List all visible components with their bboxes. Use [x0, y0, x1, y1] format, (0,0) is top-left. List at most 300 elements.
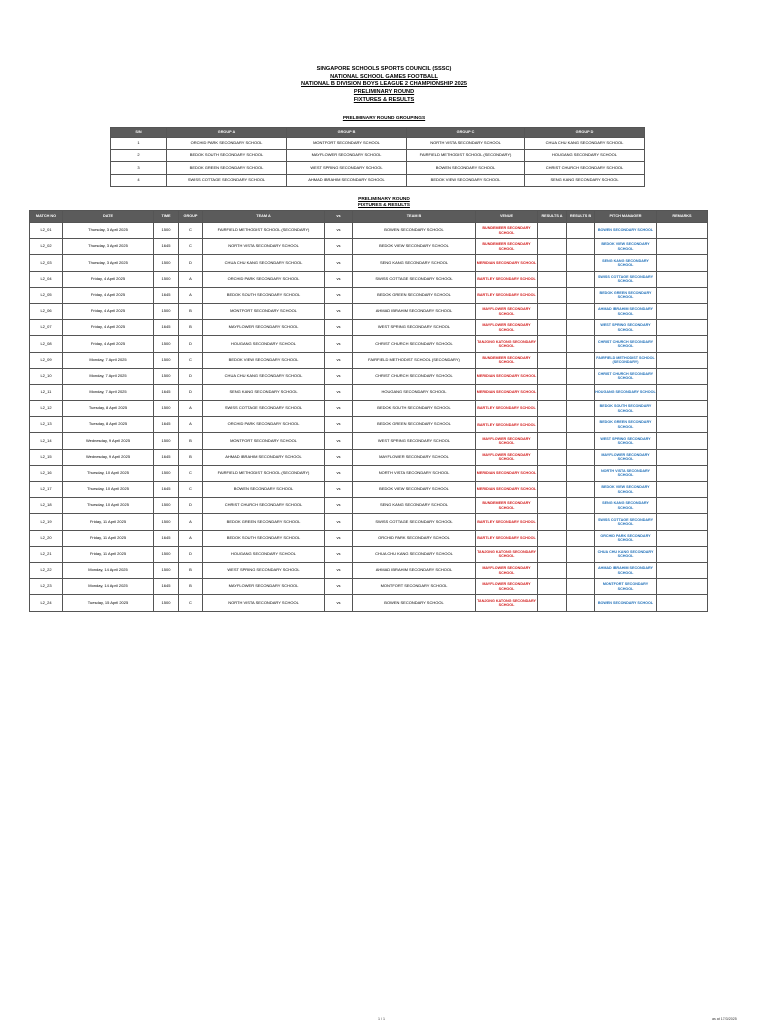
fixture-group: A	[179, 514, 203, 530]
event-title: NATIONAL SCHOOL GAMES FOOTBALL	[330, 73, 438, 80]
fixture-time: 1500	[154, 336, 179, 352]
fixtures-heading-2: FIXTURES & RESULTS	[358, 203, 410, 208]
fixture-pitch-manager: MAYFLOWER SECONDARY SCHOOL	[595, 449, 657, 465]
fixtures-heading-1: PRELIMINARY ROUND	[358, 197, 410, 202]
fixture-result-a	[538, 303, 567, 319]
fixture-team-b: HOUGANG SECONDARY SCHOOL	[353, 384, 476, 400]
fixture-pitch-manager: SWISS COTTAGE SECONDARY SCHOOL	[595, 514, 657, 530]
fixture-group: B	[179, 579, 203, 595]
fixture-match-no: L2_09	[30, 352, 63, 368]
fixture-vs: vs	[325, 239, 353, 255]
fixture-result-a	[538, 562, 567, 578]
org-title: SINGAPORE SCHOOLS SPORTS COUNCIL (SSSC)	[316, 66, 452, 72]
fixture-result-b	[567, 562, 595, 578]
fixture-venue: BARTLEY SECONDARY SCHOOL	[476, 287, 538, 303]
fixture-remarks	[657, 465, 708, 481]
fixture-pitch-manager: WEST SPRING SECONDARY SCHOOL	[595, 433, 657, 449]
fixture-remarks	[657, 320, 708, 336]
groupings-cell: 4	[111, 174, 167, 186]
fixture-venue: MAYFLOWER SECONDARY SCHOOL	[476, 320, 538, 336]
fixture-pitch-manager: BEDOK VIEW SECONDARY SCHOOL	[595, 482, 657, 498]
fixture-team-b: SENG KANG SECONDARY SCHOOL	[353, 255, 476, 271]
fixture-result-a	[538, 579, 567, 595]
fixture-remarks	[657, 433, 708, 449]
fixture-remarks	[657, 579, 708, 595]
fixture-team-b: AHMAD IBRAHIM SECONDARY SCHOOL	[353, 562, 476, 578]
groupings-cell: BEDOK SOUTH SECONDARY SCHOOL	[167, 150, 287, 162]
fixture-team-a: MONTFORT SECONDARY SCHOOL	[203, 303, 325, 319]
fixture-date: Thursday, 3 April 2025	[63, 223, 154, 239]
fixture-team-b: WEST SPRING SECONDARY SCHOOL	[353, 433, 476, 449]
fixture-row	[30, 271, 708, 287]
fixture-venue: BARTLEY SECONDARY SCHOOL	[476, 401, 538, 417]
fixture-vs: vs	[325, 287, 353, 303]
groupings-row	[111, 150, 645, 162]
fixture-row	[30, 287, 708, 303]
fixture-pitch-manager: CHRIST CHURCH SECONDARY SCHOOL	[595, 368, 657, 384]
fixture-time: 1500	[154, 223, 179, 239]
fixture-match-no: L2_02	[30, 239, 63, 255]
fixture-result-a	[538, 595, 567, 611]
fixture-time: 1645	[154, 449, 179, 465]
fixtures-header-venue: VENUE	[476, 211, 538, 223]
groupings-cell: MONTFORT SECONDARY SCHOOL	[287, 138, 407, 150]
fixture-result-a	[538, 546, 567, 562]
fixture-time: 1500	[154, 562, 179, 578]
fixture-team-b: SENG KANG SECONDARY SCHOOL	[353, 498, 476, 514]
fixtures-header-result-b: RESULTS B	[567, 211, 595, 223]
fixture-remarks	[657, 368, 708, 384]
fixture-row	[30, 449, 708, 465]
fixture-vs: vs	[325, 320, 353, 336]
fixture-remarks	[657, 223, 708, 239]
fixture-match-no: L2_20	[30, 530, 63, 546]
fixture-date: Wednesday, 9 April 2025	[63, 449, 154, 465]
fixture-team-a: CHRIST CHURCH SECONDARY SCHOOL	[203, 498, 325, 514]
fixture-row	[30, 562, 708, 578]
fixture-remarks	[657, 482, 708, 498]
fixture-vs: vs	[325, 271, 353, 287]
fixture-remarks	[657, 546, 708, 562]
fixture-match-no: L2_08	[30, 336, 63, 352]
fixture-result-a	[538, 449, 567, 465]
fixture-match-no: L2_14	[30, 433, 63, 449]
fixture-venue: MAYFLOWER SECONDARY SCHOOL	[476, 303, 538, 319]
fixture-vs: vs	[325, 498, 353, 514]
fixture-date: Monday, 7 April 2025	[63, 368, 154, 384]
fixture-pitch-manager: MONTFORT SECONDARY SCHOOL	[595, 579, 657, 595]
section-title: FIXTURES & RESULTS	[353, 96, 415, 103]
fixture-row	[30, 595, 708, 611]
fixture-result-b	[567, 239, 595, 255]
fixtures-header-team-b: TEAM B	[353, 211, 476, 223]
fixture-pitch-manager: SWISS COTTAGE SECONDARY SCHOOL	[595, 271, 657, 287]
groupings-cell: FAIRFIELD METHODIST SCHOOL (SECONDARY)	[407, 150, 525, 162]
fixture-result-a	[538, 320, 567, 336]
fixture-group: C	[179, 465, 203, 481]
fixture-vs: vs	[325, 562, 353, 578]
fixture-result-b	[567, 223, 595, 239]
fixture-result-b	[567, 514, 595, 530]
fixture-remarks	[657, 271, 708, 287]
fixture-result-b	[567, 336, 595, 352]
fixture-team-a: SWISS COTTAGE SECONDARY SCHOOL	[203, 401, 325, 417]
groupings-heading: PRELIMINARY ROUND GROUPINGS	[342, 116, 426, 121]
fixture-date: Thursday, 3 April 2025	[63, 239, 154, 255]
fixture-match-no: L2_11	[30, 384, 63, 400]
fixture-team-a: AHMAD IBRAHIM SECONDARY SCHOOL	[203, 449, 325, 465]
fixture-match-no: L2_01	[30, 223, 63, 239]
fixture-date: Thursday, 10 April 2025	[63, 498, 154, 514]
fixture-group: D	[179, 368, 203, 384]
fixture-result-a	[538, 239, 567, 255]
fixtures-header-team-a: TEAM A	[203, 211, 325, 223]
fixture-pitch-manager: CHRIST CHURCH SECONDARY SCHOOL	[595, 336, 657, 352]
fixtures-header-date: DATE	[63, 211, 154, 223]
fixture-pitch-manager: AHMAD IBRAHIM SECONDARY SCHOOL	[595, 303, 657, 319]
fixture-row	[30, 482, 708, 498]
fixture-date: Friday, 4 April 2025	[63, 287, 154, 303]
fixture-time: 1500	[154, 255, 179, 271]
fixture-group: D	[179, 336, 203, 352]
fixture-remarks	[657, 498, 708, 514]
fixture-team-b: MAYFLOWER SECONDARY SCHOOL	[353, 449, 476, 465]
fixture-match-no: L2_23	[30, 579, 63, 595]
fixture-result-a	[538, 223, 567, 239]
fixtures-body	[30, 223, 708, 612]
groupings-cell: NORTH VISTA SECONDARY SCHOOL	[407, 138, 525, 150]
fixture-group: B	[179, 562, 203, 578]
fixture-result-b	[567, 352, 595, 368]
fixture-row	[30, 255, 708, 271]
fixture-date: Friday, 11 April 2025	[63, 546, 154, 562]
fixture-match-no: L2_21	[30, 546, 63, 562]
fixture-venue: TANJONG KATONG SECONDARY SCHOOL	[476, 546, 538, 562]
fixture-result-a	[538, 255, 567, 271]
fixture-remarks	[657, 514, 708, 530]
fixture-row	[30, 579, 708, 595]
fixture-team-b: BOWEN SECONDARY SCHOOL	[353, 223, 476, 239]
fixture-date: Friday, 11 April 2025	[63, 530, 154, 546]
fixture-date: Friday, 4 April 2025	[63, 320, 154, 336]
fixture-group: A	[179, 401, 203, 417]
fixtures-header-remarks: REMARKS	[657, 211, 708, 223]
fixture-date: Thursday, 10 April 2025	[63, 482, 154, 498]
fixture-time: 1500	[154, 465, 179, 481]
fixture-group: C	[179, 223, 203, 239]
fixture-venue: MERIDIAN SECONDARY SCHOOL	[476, 255, 538, 271]
fixture-remarks	[657, 562, 708, 578]
fixture-remarks	[657, 303, 708, 319]
groupings-header-cell: GROUP D	[525, 128, 645, 138]
fixture-pitch-manager: FAIRFIELD METHODIST SCHOOL (SECONDARY)	[595, 352, 657, 368]
fixtures-header-vs: vs	[325, 211, 353, 223]
fixture-team-a: BEDOK GREEN SECONDARY SCHOOL	[203, 514, 325, 530]
fixture-time: 1500	[154, 352, 179, 368]
groupings-cell: AHMAD IBRAHIM SECONDARY SCHOOL	[287, 174, 407, 186]
fixture-vs: vs	[325, 368, 353, 384]
fixture-group: B	[179, 433, 203, 449]
fixture-match-no: L2_05	[30, 287, 63, 303]
groupings-row	[111, 138, 645, 150]
fixture-team-a: MAYFLOWER SECONDARY SCHOOL	[203, 579, 325, 595]
groupings-cell: 3	[111, 162, 167, 174]
fixture-team-a: BEDOK VIEW SECONDARY SCHOOL	[203, 352, 325, 368]
groupings-cell: 2	[111, 150, 167, 162]
fixture-result-a	[538, 417, 567, 433]
fixture-pitch-manager: HOUGANG SECONDARY SCHOOL	[595, 384, 657, 400]
groupings-header-cell: GROUP B	[287, 128, 407, 138]
fixture-result-a	[538, 530, 567, 546]
groupings-row	[111, 162, 645, 174]
fixture-vs: vs	[325, 255, 353, 271]
fixture-team-b: MONTFORT SECONDARY SCHOOL	[353, 579, 476, 595]
fixture-pitch-manager: BEDOK VIEW SECONDARY SCHOOL	[595, 239, 657, 255]
fixture-remarks	[657, 417, 708, 433]
fixture-row	[30, 514, 708, 530]
groupings-cell: CHUA CHU KANG SECONDARY SCHOOL	[525, 138, 645, 150]
fixture-result-b	[567, 384, 595, 400]
groupings-table	[110, 127, 645, 187]
document-titles	[0, 66, 768, 105]
fixture-match-no: L2_04	[30, 271, 63, 287]
fixture-match-no: L2_18	[30, 498, 63, 514]
fixture-group: B	[179, 303, 203, 319]
fixtures-header-group: GROUP	[179, 211, 203, 223]
groupings-cell: BEDOK VIEW SECONDARY SCHOOL	[407, 174, 525, 186]
fixture-result-b	[567, 417, 595, 433]
fixture-venue: TANJONG KATONG SECONDARY SCHOOL	[476, 595, 538, 611]
page-number: 1 / 1	[378, 1017, 385, 1021]
fixture-remarks	[657, 352, 708, 368]
fixture-date: Monday, 14 April 2025	[63, 579, 154, 595]
fixture-team-a: WEST SPRING SECONDARY SCHOOL	[203, 562, 325, 578]
fixture-result-a	[538, 271, 567, 287]
fixture-team-b: BEDOK VIEW SECONDARY SCHOOL	[353, 482, 476, 498]
fixture-match-no: L2_07	[30, 320, 63, 336]
fixture-date: Monday, 7 April 2025	[63, 352, 154, 368]
fixture-date: Monday, 7 April 2025	[63, 384, 154, 400]
fixture-time: 1500	[154, 368, 179, 384]
fixture-remarks	[657, 239, 708, 255]
fixture-time: 1500	[154, 401, 179, 417]
fixture-date: Friday, 4 April 2025	[63, 271, 154, 287]
round-title: PRELIMINARY ROUND	[353, 89, 415, 96]
groupings-cell: BEDOK GREEN SECONDARY SCHOOL	[167, 162, 287, 174]
fixture-pitch-manager: BEDOK GREEN SECONDARY SCHOOL	[595, 417, 657, 433]
groupings-header-cell: S/N	[111, 128, 167, 138]
fixture-row	[30, 530, 708, 546]
fixture-result-b	[567, 546, 595, 562]
fixture-time: 1500	[154, 271, 179, 287]
fixture-venue: BARTLEY SECONDARY SCHOOL	[476, 530, 538, 546]
fixture-time: 1645	[154, 417, 179, 433]
fixture-remarks	[657, 336, 708, 352]
fixture-team-b: CHUA CHU KANG SECONDARY SCHOOL	[353, 546, 476, 562]
fixture-result-b	[567, 401, 595, 417]
fixture-venue: MAYFLOWER SECONDARY SCHOOL	[476, 562, 538, 578]
fixture-venue: BARTLEY SECONDARY SCHOOL	[476, 514, 538, 530]
groupings-cell: SWISS COTTAGE SECONDARY SCHOOL	[167, 174, 287, 186]
fixture-date: Friday, 4 April 2025	[63, 303, 154, 319]
fixture-venue: BUNDEMEER SECONDARY SCHOOL	[476, 498, 538, 514]
fixture-row	[30, 352, 708, 368]
groupings-cell: 1	[111, 138, 167, 150]
fixture-team-a: HOUGANG SECONDARY SCHOOL	[203, 336, 325, 352]
fixture-pitch-manager: BOWEN SECONDARY SCHOOL	[595, 223, 657, 239]
fixture-match-no: L2_24	[30, 595, 63, 611]
fixture-venue: BUNDEMEER SECONDARY SCHOOL	[476, 352, 538, 368]
fixture-venue: MAYFLOWER SECONDARY SCHOOL	[476, 579, 538, 595]
fixture-group: A	[179, 287, 203, 303]
as-at-date: as at 17/3/2025	[712, 1017, 737, 1021]
fixture-pitch-manager: AHMAD IBRAHIM SECONDARY SCHOOL	[595, 562, 657, 578]
fixture-venue: MAYFLOWER SECONDARY SCHOOL	[476, 449, 538, 465]
fixture-result-b	[567, 303, 595, 319]
fixture-venue: BARTLEY SECONDARY SCHOOL	[476, 417, 538, 433]
fixture-match-no: L2_06	[30, 303, 63, 319]
fixture-remarks	[657, 530, 708, 546]
fixture-team-b: BOWEN SECONDARY SCHOOL	[353, 595, 476, 611]
fixture-time: 1500	[154, 595, 179, 611]
fixture-pitch-manager: ORCHID PARK SECONDARY SCHOOL	[595, 530, 657, 546]
fixture-result-b	[567, 449, 595, 465]
fixture-group: A	[179, 271, 203, 287]
fixture-result-a	[538, 352, 567, 368]
fixture-team-b: SWISS COTTAGE SECONDARY SCHOOL	[353, 514, 476, 530]
fixture-row	[30, 239, 708, 255]
fixture-vs: vs	[325, 595, 353, 611]
fixture-result-a	[538, 433, 567, 449]
fixture-group: C	[179, 352, 203, 368]
fixture-group: A	[179, 530, 203, 546]
fixture-result-b	[567, 595, 595, 611]
fixture-time: 1645	[154, 579, 179, 595]
fixture-result-a	[538, 498, 567, 514]
fixture-pitch-manager: BOWEN SECONDARY SCHOOL	[595, 595, 657, 611]
fixture-date: Tuesday, 8 April 2025	[63, 401, 154, 417]
fixture-team-b: SWISS COTTAGE SECONDARY SCHOOL	[353, 271, 476, 287]
fixtures-header-pitch-manager: PITCH MANAGER	[595, 211, 657, 223]
fixture-result-b	[567, 579, 595, 595]
fixture-team-b: BEDOK VIEW SECONDARY SCHOOL	[353, 239, 476, 255]
fixture-result-a	[538, 514, 567, 530]
fixture-row	[30, 384, 708, 400]
fixture-date: Monday, 14 April 2025	[63, 562, 154, 578]
fixture-vs: vs	[325, 417, 353, 433]
fixture-pitch-manager: WEST SPRING SECONDARY SCHOOL	[595, 320, 657, 336]
fixture-pitch-manager: CHUA CHU KANG SECONDARY SCHOOL	[595, 546, 657, 562]
fixture-team-a: FAIRFIELD METHODIST SCHOOL (SECONDARY)	[203, 465, 325, 481]
fixture-result-a	[538, 465, 567, 481]
fixture-venue: MAYFLOWER SECONDARY SCHOOL	[476, 433, 538, 449]
fixture-date: Friday, 11 April 2025	[63, 514, 154, 530]
fixture-group: C	[179, 239, 203, 255]
fixture-group: C	[179, 595, 203, 611]
fixture-team-a: CHUA CHU KANG SECONDARY SCHOOL	[203, 368, 325, 384]
fixture-venue: MERIDIAN SECONDARY SCHOOL	[476, 384, 538, 400]
fixture-pitch-manager: BEDOK GREEN SECONDARY SCHOOL	[595, 287, 657, 303]
fixture-team-a: MAYFLOWER SECONDARY SCHOOL	[203, 320, 325, 336]
fixture-row	[30, 401, 708, 417]
fixture-row	[30, 303, 708, 319]
fixtures-table	[29, 210, 708, 612]
fixture-time: 1645	[154, 482, 179, 498]
fixture-venue: MERIDIAN SECONDARY SCHOOL	[476, 368, 538, 384]
fixture-team-a: SENG KANG SECONDARY SCHOOL	[203, 384, 325, 400]
fixture-group: D	[179, 255, 203, 271]
fixtures-header-row	[30, 211, 708, 223]
fixture-team-a: ORCHID PARK SECONDARY SCHOOL	[203, 417, 325, 433]
fixture-vs: vs	[325, 352, 353, 368]
fixture-time: 1500	[154, 546, 179, 562]
fixture-team-b: BEDOK GREEN SECONDARY SCHOOL	[353, 417, 476, 433]
fixture-vs: vs	[325, 401, 353, 417]
fixture-venue: BARTLEY SECONDARY SCHOOL	[476, 271, 538, 287]
fixture-vs: vs	[325, 546, 353, 562]
fixture-group: A	[179, 417, 203, 433]
fixture-team-b: NORTH VISTA SECONDARY SCHOOL	[353, 465, 476, 481]
fixture-row	[30, 368, 708, 384]
fixture-match-no: L2_19	[30, 514, 63, 530]
fixture-group: D	[179, 384, 203, 400]
fixture-team-a: HOUGANG SECONDARY SCHOOL	[203, 546, 325, 562]
groupings-header-cell: GROUP C	[407, 128, 525, 138]
fixture-result-b	[567, 320, 595, 336]
fixture-team-b: ORCHID PARK SECONDARY SCHOOL	[353, 530, 476, 546]
fixture-remarks	[657, 287, 708, 303]
fixture-date: Friday, 4 April 2025	[63, 336, 154, 352]
fixture-venue: BUNDEMEER SECONDARY SCHOOL	[476, 223, 538, 239]
fixture-vs: vs	[325, 303, 353, 319]
fixture-match-no: L2_03	[30, 255, 63, 271]
fixture-team-a: BOWEN SECONDARY SCHOOL	[203, 482, 325, 498]
fixture-result-a	[538, 368, 567, 384]
fixture-result-a	[538, 482, 567, 498]
fixture-team-a: ORCHID PARK SECONDARY SCHOOL	[203, 271, 325, 287]
fixture-team-b: CHRIST CHURCH SECONDARY SCHOOL	[353, 368, 476, 384]
fixture-vs: vs	[325, 514, 353, 530]
fixture-vs: vs	[325, 482, 353, 498]
fixture-remarks	[657, 384, 708, 400]
fixture-result-a	[538, 287, 567, 303]
fixture-venue: BUNDEMEER SECONDARY SCHOOL	[476, 239, 538, 255]
fixtures-header-match-no: MATCH NO	[30, 211, 63, 223]
fixture-match-no: L2_16	[30, 465, 63, 481]
groupings-body	[111, 138, 645, 187]
fixture-group: B	[179, 320, 203, 336]
fixture-row	[30, 320, 708, 336]
fixture-team-a: BEDOK SOUTH SECONDARY SCHOOL	[203, 287, 325, 303]
groupings-cell: BOWEN SECONDARY SCHOOL	[407, 162, 525, 174]
fixture-venue: MERIDIAN SECONDARY SCHOOL	[476, 465, 538, 481]
division-title: NATIONAL B DIVISION BOYS LEAGUE 2 CHAMPIONSHIP 2025	[301, 81, 467, 88]
groupings-cell: SENG KANG SECONDARY SCHOOL	[525, 174, 645, 186]
fixture-time: 1645	[154, 239, 179, 255]
fixture-remarks	[657, 255, 708, 271]
fixture-vs: vs	[325, 579, 353, 595]
fixture-result-a	[538, 401, 567, 417]
fixture-time: 1500	[154, 498, 179, 514]
fixture-remarks	[657, 401, 708, 417]
fixture-group: C	[179, 482, 203, 498]
fixture-team-a: FAIRFIELD METHODIST SCHOOL (SECONDARY)	[203, 223, 325, 239]
fixture-team-a: NORTH VISTA SECONDARY SCHOOL	[203, 239, 325, 255]
fixture-vs: vs	[325, 433, 353, 449]
fixture-team-b: BEDOK SOUTH SECONDARY SCHOOL	[353, 401, 476, 417]
fixture-row	[30, 223, 708, 239]
fixture-date: Tuesday, 8 April 2025	[63, 417, 154, 433]
